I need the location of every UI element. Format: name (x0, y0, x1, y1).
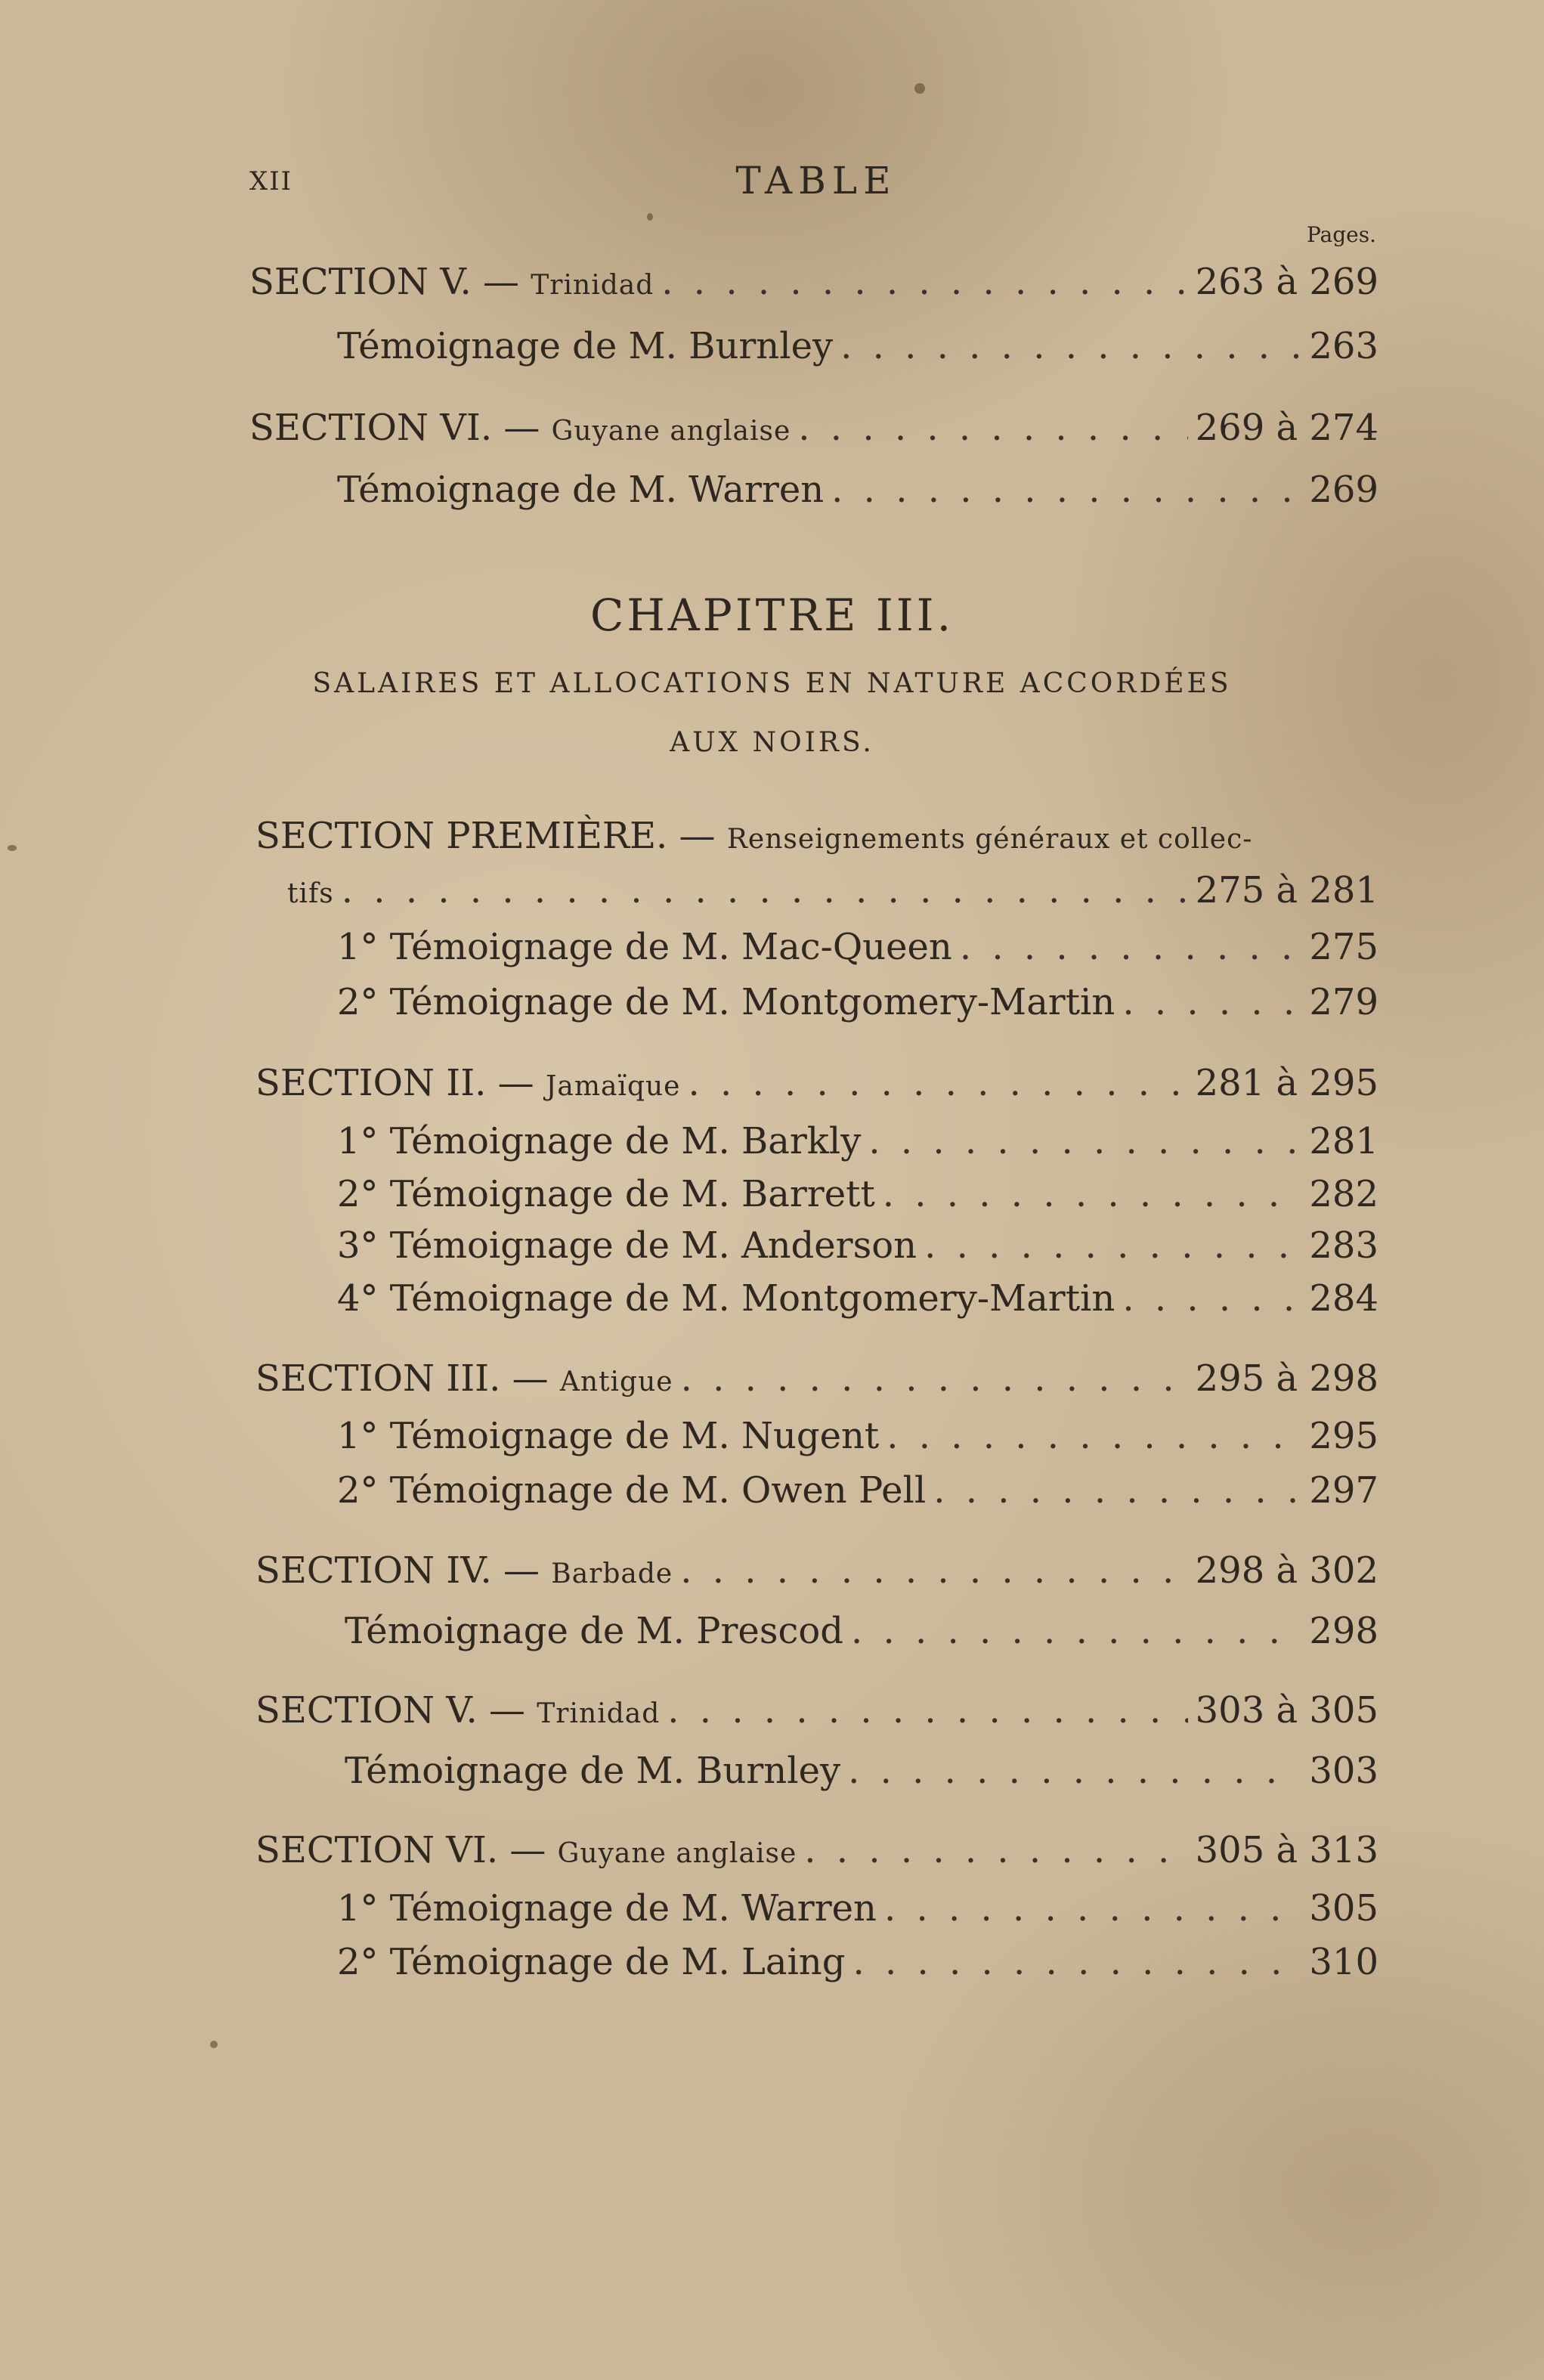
toc-entry-label: SECTION III. — Antigue (255, 1357, 673, 1400)
toc-page: 284 (1309, 1277, 1378, 1320)
toc-page: 297 (1309, 1469, 1378, 1512)
toc-page: 263 (1309, 325, 1378, 367)
dot-leader (804, 1829, 1187, 1871)
toc-section-guyane-1 (249, 407, 1378, 449)
dot-leader (868, 1120, 1301, 1162)
toc-item (337, 1941, 1378, 1983)
toc-item (337, 325, 1378, 367)
toc-item (337, 926, 1378, 968)
toc-page-range: 269 à 274 (1195, 407, 1378, 449)
toc-item (337, 1469, 1378, 1512)
toc-page: 295 (1309, 1415, 1378, 1457)
toc-page-range: 295 à 298 (1195, 1357, 1378, 1400)
toc-entry-label: tifs (287, 878, 334, 909)
toc-page: 282 (1309, 1173, 1378, 1215)
chapter-subtitle-line-2: AUX NOIRS. (670, 727, 874, 758)
toc-section-antigue (255, 1357, 1378, 1400)
dot-leader (681, 1357, 1188, 1400)
dot-leader (933, 1469, 1301, 1512)
toc-page-range: 303 à 305 (1195, 1689, 1378, 1732)
dot-leader (852, 1941, 1301, 1983)
toc-page: 269 (1309, 469, 1378, 511)
dot-leader (884, 1887, 1301, 1930)
toc-entry-label: SECTION II. — Jamaïque (255, 1062, 681, 1104)
toc-item (337, 1173, 1378, 1215)
dot-leader (1122, 981, 1301, 1023)
toc-section-premiere-continuation (287, 869, 1378, 911)
toc-entry-label: SECTION IV. — Barbade (255, 1549, 673, 1592)
toc-item-label: 1° Témoignage de M. Warren (337, 1887, 877, 1930)
dot-leader (661, 261, 1187, 303)
toc-page-range: 305 à 313 (1195, 1829, 1378, 1871)
toc-page: 283 (1309, 1224, 1378, 1267)
page-title: TABLE (735, 159, 897, 203)
toc-item-label: 2° Témoignage de M. Montgomery-Martin (337, 981, 1115, 1023)
dot-leader (667, 1689, 1187, 1732)
toc-section-trinidad-2 (255, 1689, 1378, 1732)
toc-page: 275 (1309, 926, 1378, 968)
toc-entry-label: SECTION PREMIÈRE. — Renseignements généraux et collec- (255, 815, 1253, 857)
toc-page-range: 263 à 269 (1195, 261, 1378, 303)
toc-item-label: 1° Témoignage de M. Mac-Queen (337, 926, 952, 968)
dot-leader (851, 1610, 1301, 1652)
toc-page: 305 (1309, 1887, 1378, 1930)
ink-speck (647, 213, 653, 221)
toc-item-label: Témoignage de M. Warren (337, 469, 825, 511)
toc-item (337, 1277, 1378, 1320)
ink-speck (914, 83, 925, 94)
dot-leader (680, 1549, 1187, 1592)
toc-section-premiere (255, 815, 1252, 857)
toc-item (337, 1887, 1378, 1930)
toc-item (337, 469, 1378, 511)
dot-leader (960, 926, 1302, 968)
toc-page-range: 275 à 281 (1195, 869, 1378, 911)
toc-page: 303 (1309, 1750, 1378, 1792)
chapter-title: CHAPITRE III. (589, 590, 955, 641)
dot-leader (924, 1224, 1301, 1267)
ink-speck (210, 2041, 218, 2048)
dot-leader (848, 1750, 1301, 1792)
toc-item-label: 1° Témoignage de M. Barkly (337, 1120, 862, 1162)
toc-item-label: 1° Témoignage de M. Nugent (337, 1415, 880, 1457)
toc-item-label: 3° Témoignage de M. Anderson (337, 1224, 917, 1267)
toc-section-jamaique (255, 1062, 1378, 1104)
toc-entry-label: SECTION V. — Trinidad (249, 261, 654, 303)
toc-item (345, 1750, 1378, 1792)
toc-item-label: 2° Témoignage de M. Laing (337, 1941, 846, 1983)
toc-page-range: 298 à 302 (1195, 1549, 1378, 1592)
chapter-subtitle-line-1: SALAIRES ET ALLOCATIONS EN NATURE ACCORDÉES (312, 668, 1232, 699)
dot-leader (883, 1173, 1302, 1215)
dot-leader (1122, 1277, 1301, 1320)
dot-leader (798, 407, 1187, 449)
dot-leader (688, 1062, 1187, 1104)
toc-page-range: 281 à 295 (1195, 1062, 1378, 1104)
toc-item (337, 1224, 1378, 1267)
toc-item-label: Témoignage de M. Prescod (345, 1610, 843, 1652)
pages-column-label: Pages. (1306, 222, 1376, 247)
toc-item (337, 1120, 1378, 1162)
running-head (249, 159, 1383, 219)
toc-page: 298 (1309, 1610, 1378, 1652)
toc-page: 281 (1309, 1120, 1378, 1162)
toc-item-label: Témoignage de M. Burnley (337, 325, 834, 367)
toc-section-barbade (255, 1549, 1378, 1592)
toc-entry-label: SECTION VI. — Guyane anglaise (255, 1829, 797, 1871)
toc-item (337, 981, 1378, 1023)
toc-item-label: Témoignage de M. Burnley (345, 1750, 841, 1792)
toc-section-guyane-2 (255, 1829, 1378, 1871)
toc-page: 279 (1309, 981, 1378, 1023)
dot-leader (840, 325, 1301, 367)
dot-leader (886, 1415, 1301, 1457)
toc-section-trinidad-1 (249, 261, 1378, 303)
dot-leader (831, 469, 1301, 511)
toc-page: 310 (1309, 1941, 1378, 1983)
toc-item-label: 2° Témoignage de M. Owen Pell (337, 1469, 927, 1512)
toc-item-label: 4° Témoignage de M. Montgomery-Martin (337, 1277, 1115, 1320)
toc-item-label: 2° Témoignage de M. Barrett (337, 1173, 875, 1215)
dot-leader (342, 869, 1188, 911)
ink-speck (8, 845, 17, 851)
page-number: XII (249, 166, 293, 197)
toc-item (337, 1415, 1378, 1457)
toc-item (345, 1610, 1378, 1652)
toc-entry-label: SECTION V. — Trinidad (255, 1689, 661, 1732)
toc-entry-label: SECTION VI. — Guyane anglaise (249, 407, 791, 449)
